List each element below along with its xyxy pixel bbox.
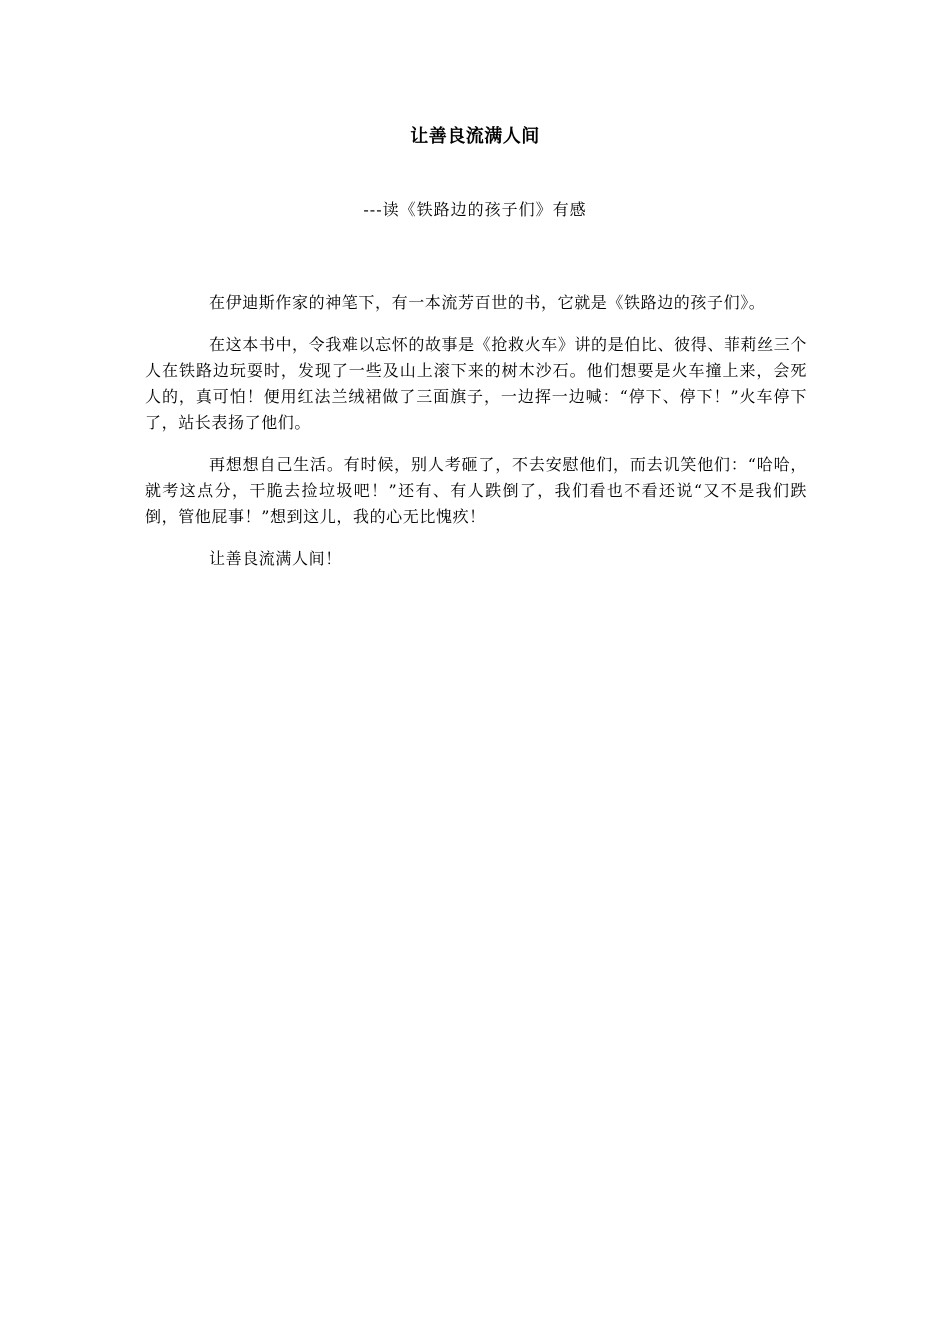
paragraph-3: 再想想自己生活。有时候，别人考砸了，不去安慰他们，而去讥笑他们：“哈哈，就考这点分，干脆去捡垃圾吧！”还有、有人跌倒了，我们看也不看还说“又不是我们跌倒，管他屁事！”想到这儿，我的心无比愧疚！ (145, 455, 807, 526)
document-body (145, 290, 807, 588)
paragraph-1: 在伊迪斯作家的神笔下，有一本流芳百世的书，它就是《铁路边的孩子们》。 (209, 293, 766, 312)
document-subtitle: ---读《铁路边的孩子们》有感 (363, 200, 587, 219)
document-title: 让善良流满人间 (410, 126, 540, 147)
paragraph-2: 在这本书中，令我难以忘怀的故事是《抢救火车》讲的是伯比、彼得、菲莉丝三个人在铁路边玩耍时，发现了一些及山上滚下来的树木沙石。他们想要是火车撞上来，会死人的，真可怕！便用红法兰绒裙做了三面旗子，一边挥一边喊：“停下、停下！”火车停下了，站长表扬了他们。 (145, 335, 807, 432)
paragraph-4: 让善良流满人间！ (209, 549, 342, 568)
